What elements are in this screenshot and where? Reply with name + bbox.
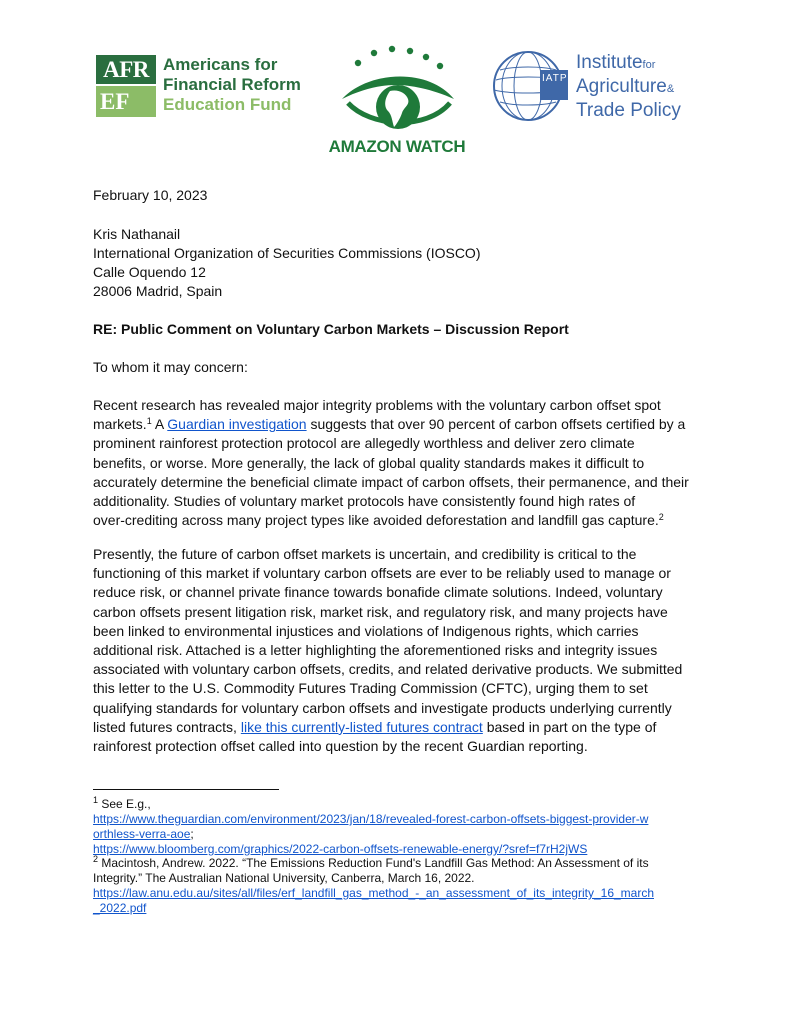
salutation: To whom it may concern: (93, 359, 248, 375)
p2-line: carbon offsets present litigation risk, market risk, and regulatory risk, and many projects have (93, 603, 668, 620)
p2-line: functioning of this market if voluntary carbon offsets are ever to be reliably used to manage or (93, 565, 671, 582)
guardian-url-link-cont[interactable]: orthless-verra-aoe (93, 827, 191, 841)
afref-logo (96, 55, 316, 117)
afref-line-2: Financial Reform (163, 75, 301, 94)
iatp-mark-letters: IATP (542, 73, 568, 84)
footnote-1-link-line-1 (93, 812, 648, 827)
p1-line: Recent research has revealed major integrity problems with the voluntary carbon offset spot (93, 397, 661, 413)
footnote-separator (93, 789, 279, 790)
p1-line: markets.$^1$ A Guardian investigation suggests that over 90 percent of carbon offsets certified by a (93, 416, 686, 433)
recipient-org: International Organization of Securities Commissions (IOSCO) (93, 245, 481, 261)
p1-line: over-crediting across many project types like avoided deforestation and landfill gas capture.$^2$ (93, 512, 664, 529)
afref-wordmark (163, 55, 323, 115)
p2-line: rainforest protection offset called into question by the recent Guardian reporting. (93, 738, 588, 755)
footnote-ref-2[interactable]: 2 (658, 512, 664, 523)
afref-mark-top: AFR (96, 55, 156, 84)
guardian-investigation-link[interactable]: Guardian investigation (167, 416, 307, 433)
p2-line: associated with voluntary carbon offsets, credits, and related derivative products. We submitted (93, 661, 683, 678)
p1-line: accurately determine the beneficial climate impact of carbon offsets, their permanence, and their (93, 473, 689, 490)
p1-line: additionality. Studies of voluntary market protocols have consistently found high rates of (93, 493, 636, 510)
anu-url-link[interactable]: https://law.anu.edu.au/sites/all/files/erf_landfill_gas_method_-_an_assessment_of_its_integrity_16_march (93, 886, 654, 900)
p2-line: additional risk. Attached is a letter highlighting the aforementioned risks and integrity issues (93, 642, 658, 659)
letter-date: February 10, 2023 (93, 187, 208, 203)
afref-mark-bottom: EF (96, 86, 156, 117)
p2-line: been linked to environmental injustices and violations of Indigenous rights, which carries (93, 622, 639, 639)
paragraph-2 (93, 545, 682, 756)
globe-icon (490, 50, 574, 122)
p2-line: reduce risk, or channel private finance towards bonafide climate solutions. Indeed, voluntary (93, 584, 663, 601)
footnote-1-label: $^1$ See E.g., (93, 795, 151, 811)
afref-line-1: Americans for (163, 55, 278, 74)
recipient-name: Kris Nathanail (93, 226, 181, 242)
eye-globe-icon (340, 45, 456, 137)
footnote-2-link-line-2 (93, 901, 146, 916)
p1-line: benefits, or worse. More generally, the lack of global quality standards makes it difficult to (93, 454, 645, 471)
footnote-ref-1[interactable]: 1 (146, 416, 152, 427)
afref-line-3: Education Fund (163, 95, 292, 114)
iatp-logo (490, 50, 705, 122)
footnote-2-line-2: Integrity.” The Australian National University, Canberra, March 16, 2022. (93, 871, 475, 885)
p1-line: prominent rainforest protection protocol are allegedly worthless and deliver zero climate (93, 435, 635, 452)
p2-line: Presently, the future of carbon offset markets is uncertain, and credibility is critical to the (93, 546, 637, 562)
footnote-1-link-line-3 (93, 842, 587, 857)
footnote-2-line-1: $^2$ Macintosh, Andrew. 2022. “The Emissions Reduction Fund's Landfill Gas Method: An Assessment of its (93, 854, 649, 870)
iatp-wordmark (576, 52, 681, 122)
p2-line: listed futures contracts, like this currently-listed futures contract based in part on the type of (93, 718, 657, 735)
p2-line: this letter to the U.S. Commodity Futures Trading Commission (CFTC), urging them to set (93, 680, 648, 697)
amazon-watch-logo (318, 45, 476, 160)
recipient-street: Calle Oquendo 12 (93, 264, 206, 280)
iatp-line-2: Agriculture& (576, 76, 675, 97)
iatp-line-1: Institutefor (576, 52, 656, 73)
footnote-2-link-line-1 (93, 886, 654, 901)
futures-contract-link[interactable]: like this currently-listed futures contract (240, 718, 483, 735)
subject-line: RE: Public Comment on Voluntary Carbon Markets – Discussion Report (93, 321, 569, 337)
afref-logo-mark (96, 55, 156, 117)
iatp-line-3: Trade Policy (576, 100, 681, 121)
guardian-url-link[interactable]: https://www.theguardian.com/environment/2023/jan/18/revealed-forest-carbon-offsets-biggest-provider-w (93, 812, 649, 826)
recipient-city: 28006 Madrid, Spain (93, 283, 223, 299)
amazon-watch-wordmark: AMAZON WATCH (328, 137, 466, 156)
bloomberg-url-link[interactable]: https://www.bloomberg.com/graphics/2022-carbon-offsets-renewable-energy/?sref=f7rH2jWS (93, 842, 588, 856)
footnote-1-link-line-2: orthless-verra-aoe; (93, 827, 194, 841)
anu-url-link-cont[interactable]: _2022.pdf (93, 901, 147, 915)
p2-line: qualifying standards for voluntary carbon offsets and investigate products underlying currently (93, 699, 672, 716)
paragraph-1 (93, 396, 689, 530)
